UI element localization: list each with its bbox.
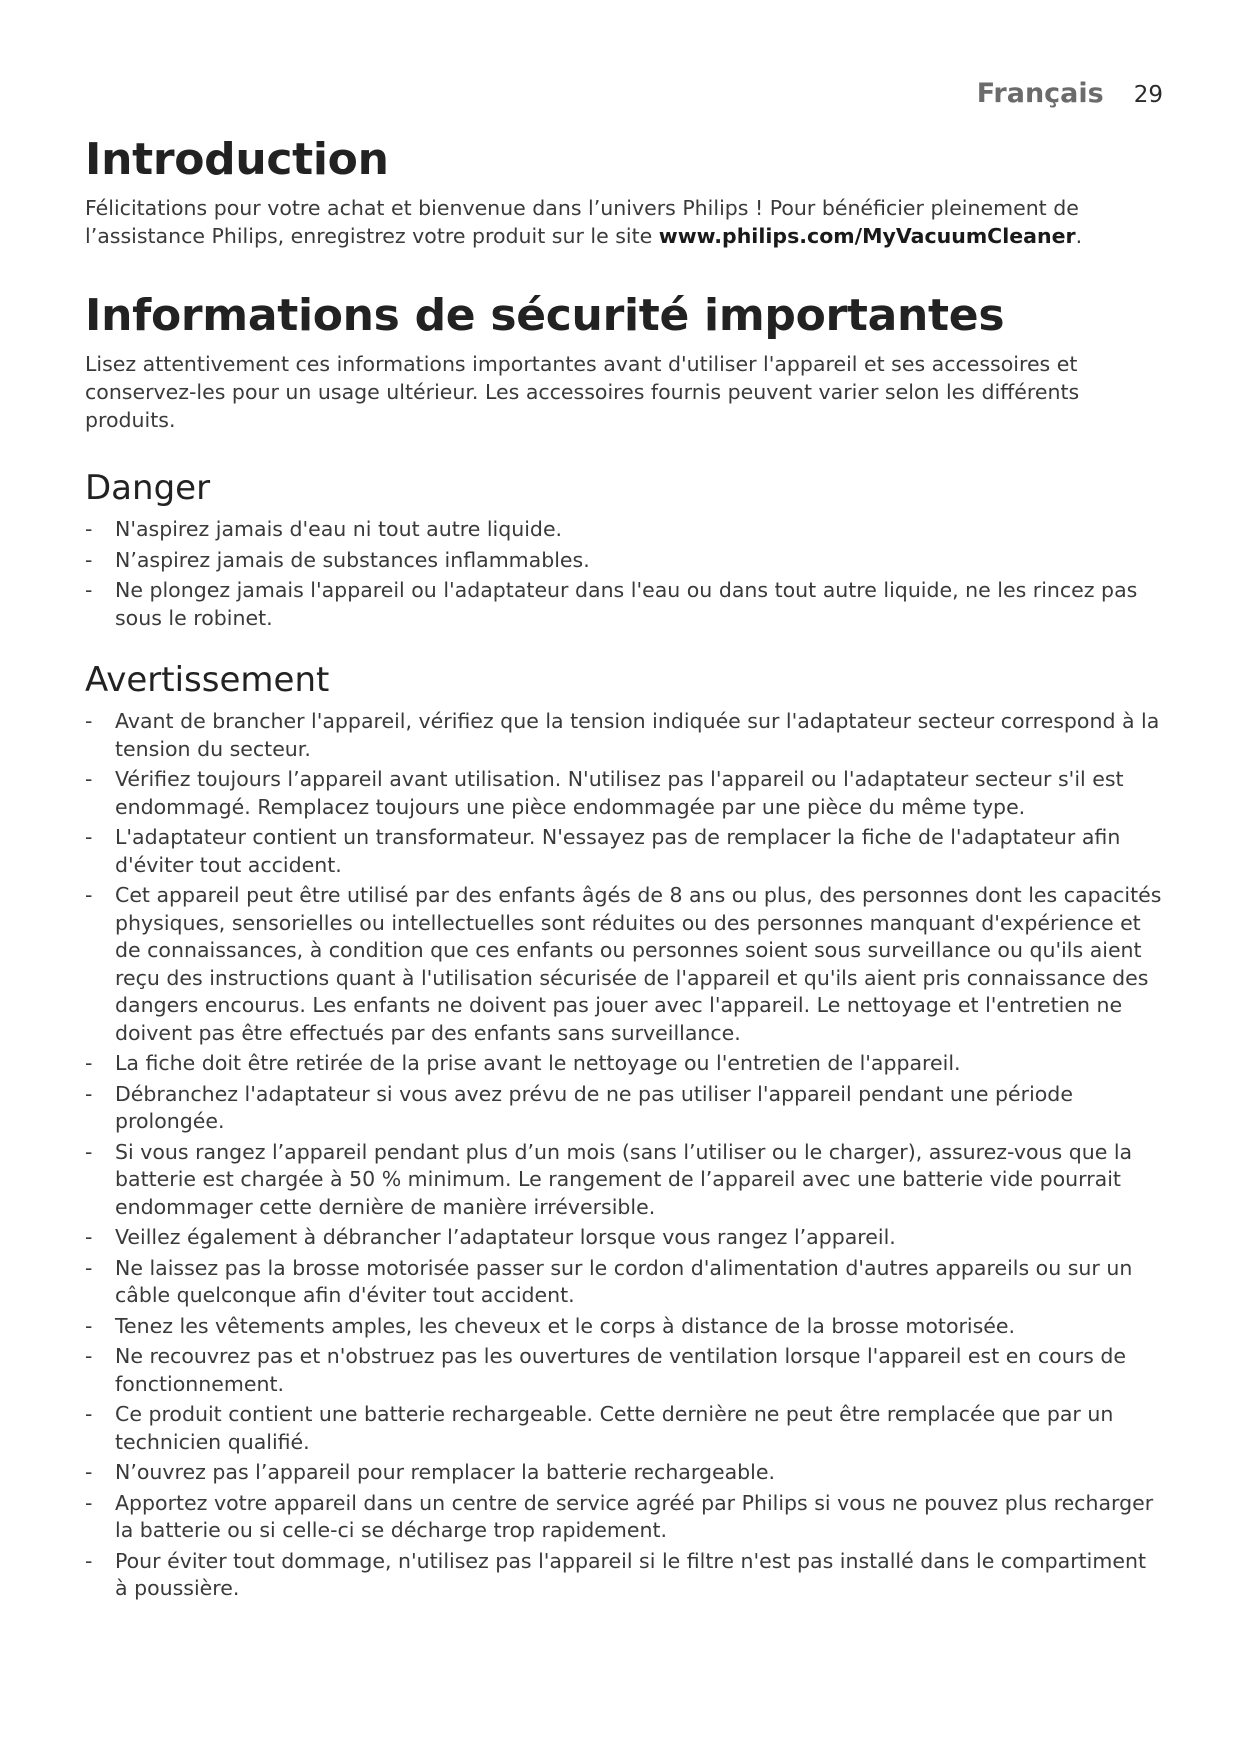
list-item	[85, 577, 1165, 632]
dash-marker: -	[85, 1490, 93, 1515]
list-item	[85, 1548, 1165, 1603]
list-item	[85, 708, 1165, 763]
list-item	[85, 1459, 1165, 1487]
list-item-text: Veillez également à débrancher l’adaptateur lorsque vous rangez l’appareil.	[115, 1225, 896, 1249]
list-item-text: Apportez votre appareil dans un centre de service agréé par Philips si vous ne pouvez plus recharger la batterie ou si celle-ci se décharge trop rapidement.	[115, 1490, 1154, 1542]
dash-marker: -	[85, 1139, 93, 1164]
dash-marker: -	[85, 1255, 93, 1280]
registration-link: www.philips.com/MyVacuumCleaner	[658, 224, 1076, 248]
dash-marker: -	[85, 547, 93, 572]
list-item-text: Pour éviter tout dommage, n'utilisez pas l'appareil si le filtre n'est pas installé dans le compartiment à poussière.	[115, 1548, 1146, 1600]
page-number: 29	[1133, 82, 1163, 108]
header-language: Français	[976, 78, 1104, 109]
page-content	[85, 132, 1165, 1606]
list-item	[85, 1255, 1165, 1310]
list-item	[85, 1139, 1165, 1222]
dash-marker: -	[85, 578, 93, 602]
page-header	[977, 78, 1163, 109]
list-item-text: Ce produit contient une batterie rechargeable. Cette dernière ne peut être remplacée que par un technicien qualifié.	[115, 1402, 1114, 1454]
safety-heading: Informations de sécurité importantes	[85, 290, 1005, 341]
list-item-text: N'aspirez jamais d'eau ni tout autre liquide.	[115, 517, 563, 541]
introduction-text-end: .	[1075, 224, 1083, 248]
list-item-text: Si vous rangez l’appareil pendant plus d’un mois (sans l’utiliser ou le charger), assurez-vous que la batterie est chargée à 50 % minimum. Le rangement de l’appareil avec une batterie vide pourrait endommager cette dernière de manière irréversible.	[115, 1139, 1133, 1219]
warning-heading: Avertissement	[85, 660, 330, 700]
list-item-text: Vérifiez toujours l’appareil avant utilisation. N'utilisez pas l'appareil ou l'adaptateur secteur s'il est endommagé. Remplacez toujours une pièce endommagée par une pièce du même type.	[115, 767, 1124, 819]
dash-marker: -	[85, 1344, 93, 1368]
list-item	[85, 882, 1165, 1047]
list-item	[85, 1224, 1165, 1252]
introduction-heading: Introduction	[85, 134, 389, 185]
dash-marker: -	[85, 825, 93, 849]
dash-marker: -	[85, 517, 93, 541]
dash-marker: -	[85, 1051, 93, 1075]
dash-marker: -	[85, 1313, 93, 1338]
list-item-text: N’aspirez jamais de substances inflammables.	[115, 547, 590, 572]
list-item-text: Ne plongez jamais l'appareil ou l'adaptateur dans l'eau ou dans tout autre liquide, ne les rincez pas sous le robinet.	[115, 578, 1138, 630]
dash-marker: -	[85, 1225, 93, 1249]
dash-marker: -	[85, 709, 93, 733]
introduction-text: Félicitations pour votre achat et bienvenue dans l’univers Philips ! Pour bénéficier pleinement de l’assistance Philips, enregistrez votre produit sur le site	[85, 196, 1079, 248]
list-item	[85, 1401, 1165, 1456]
list-item	[85, 1313, 1165, 1341]
safety-intro-paragraph: Lisez attentivement ces informations importantes avant d'utiliser l'appareil et ses accessoires et conservez-les pour un usage ultérieur. Les accessoires fournis peuvent varier selon les différents produits.	[85, 352, 1080, 432]
list-item-text: Avant de brancher l'appareil, vérifiez que la tension indiquée sur l'adaptateur secteur correspond à la tension du secteur.	[115, 709, 1160, 761]
dash-marker: -	[85, 1548, 93, 1573]
dash-marker: -	[85, 767, 93, 791]
list-item-text: Cet appareil peut être utilisé par des enfants âgés de 8 ans ou plus, des personnes dont les capacités physiques, sensorielles ou intellectuelles sont réduites ou des personnes manquant d'expérience et de connaissances, à condition que ces enfants ou personnes soient sous surveillance ou qu'ils aient reçu des instructions quant à l'utilisation sécurisée de l'appareil et qu'ils aient pris connaissance des dangers encourus. Les enfants ne doivent pas jouer avec l'appareil. Le nettoyage et l'entretien ne doivent pas être effectués par des enfants sans surveillance.	[115, 883, 1162, 1045]
list-item	[85, 547, 1165, 575]
danger-list	[85, 516, 1165, 632]
list-item	[85, 516, 1165, 544]
list-item-text: Débranchez l'adaptateur si vous avez prévu de ne pas utiliser l'appareil pendant une période prolongée.	[115, 1081, 1073, 1133]
dash-marker: -	[85, 1081, 93, 1106]
introduction-paragraph	[85, 194, 1165, 250]
list-item	[85, 1050, 1165, 1078]
list-item-text: Ne recouvrez pas et n'obstruez pas les ouvertures de ventilation lorsque l'appareil est en cours de fonctionnement.	[115, 1344, 1126, 1396]
list-item	[85, 1081, 1165, 1136]
list-item-text: L'adaptateur contient un transformateur. N'essayez pas de remplacer la fiche de l'adaptateur afin d'éviter tout accident.	[115, 825, 1121, 877]
dash-marker: -	[85, 883, 93, 907]
warning-list	[85, 708, 1165, 1603]
list-item-text: La fiche doit être retirée de la prise avant le nettoyage ou l'entretien de l'appareil.	[115, 1051, 961, 1075]
list-item	[85, 766, 1165, 821]
list-item-text: Ne laissez pas la brosse motorisée passer sur le cordon d'alimentation d'autres appareils ou sur un câble quelconque afin d'éviter tout accident.	[115, 1255, 1133, 1307]
dash-marker: -	[85, 1402, 93, 1426]
list-item	[85, 1343, 1165, 1398]
dash-marker: -	[85, 1460, 93, 1484]
list-item	[85, 1490, 1165, 1545]
list-item	[85, 824, 1165, 879]
danger-heading: Danger	[85, 468, 211, 508]
list-item-text: Tenez les vêtements amples, les cheveux et le corps à distance de la brosse motorisée.	[115, 1313, 1016, 1338]
list-item-text: N’ouvrez pas l’appareil pour remplacer la batterie rechargeable.	[115, 1460, 775, 1484]
